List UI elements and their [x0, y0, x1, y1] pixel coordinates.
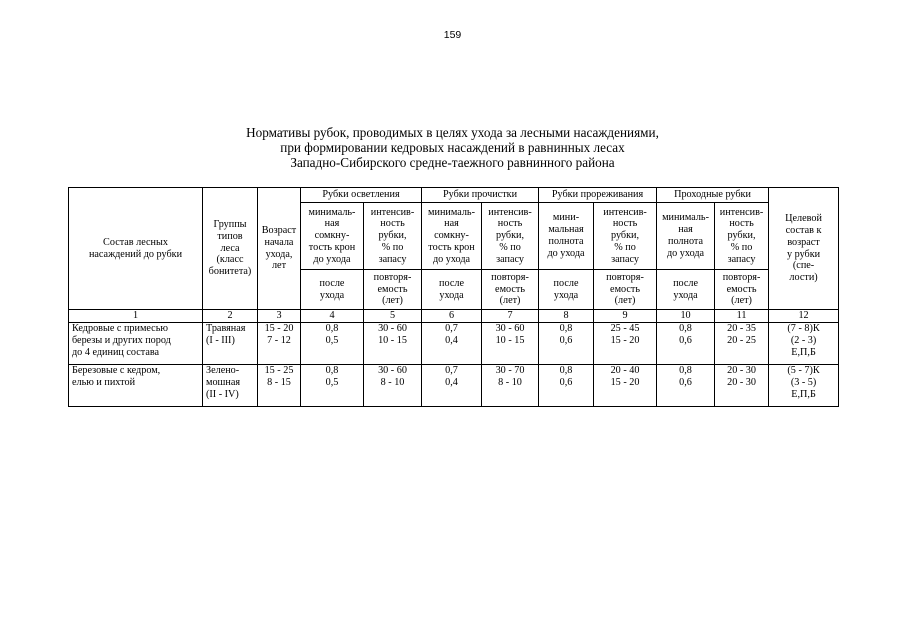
- cell-line: минималь-: [428, 206, 475, 218]
- column-number: 8: [539, 310, 594, 323]
- cell-line: березы и других пород: [72, 334, 171, 346]
- cell-line: до ухода: [432, 253, 471, 265]
- cell-composition: [69, 323, 203, 365]
- cell-line: интенсив-: [719, 206, 764, 218]
- cell-line: ухода,: [265, 248, 293, 260]
- cell-line: 15 - 20: [610, 376, 640, 388]
- cell-line: после: [439, 277, 464, 289]
- cell-line: Состав лесных: [103, 236, 168, 248]
- header-min-crown: [422, 203, 482, 270]
- column-number-row: [69, 310, 839, 323]
- header-after-care: [539, 270, 594, 310]
- cell-line: интенсив-: [488, 206, 532, 218]
- cell-line: бонитета): [208, 266, 252, 278]
- cell-line: ность: [729, 218, 754, 230]
- cell-line: (лет): [499, 295, 521, 307]
- cell-line: 8 - 10: [380, 376, 405, 388]
- cell-line: 0,8: [559, 323, 573, 334]
- cell-line: Е,П,Б: [791, 346, 816, 358]
- cell-line: 8 - 10: [498, 376, 522, 388]
- cell-line: 0,8: [679, 365, 692, 376]
- cell-line: 15 - 25: [264, 365, 294, 376]
- cell-target: [769, 365, 839, 407]
- cell-line: лет: [271, 260, 287, 272]
- cell-line: Кедровые с примесью: [72, 323, 168, 334]
- cell-value: [482, 365, 539, 407]
- cell-line: % по: [381, 241, 404, 253]
- cell-line: ухода: [319, 289, 345, 301]
- cell-line: 20 - 40: [610, 365, 640, 376]
- cell-line: Е,П,Б: [791, 388, 816, 400]
- cell-line: (5 - 7)К: [787, 365, 820, 376]
- cell-value: [301, 323, 364, 365]
- cell-line: % по: [730, 241, 753, 253]
- cell-line: (лет): [614, 295, 636, 307]
- cell-line: после: [553, 277, 579, 289]
- page-number: 159: [443, 29, 462, 41]
- header-intensity: [482, 203, 539, 270]
- cell-line: (3 - 5): [790, 376, 817, 388]
- cell-forest-type: [203, 323, 258, 365]
- cell-line: 25 - 45: [610, 323, 640, 334]
- cell-line: ность: [497, 218, 523, 230]
- cell-line: до ухода: [313, 253, 351, 265]
- cell-line: до 4 единиц состава: [72, 346, 160, 358]
- cell-line: ность: [380, 218, 405, 230]
- cell-line: ухода: [439, 289, 464, 301]
- column-number: 6: [422, 310, 482, 323]
- cell-line: Целевой: [785, 213, 822, 225]
- cell-line: емость: [377, 283, 408, 295]
- title-line: при формировании кедровых насаждений в равнинных лесах: [280, 140, 625, 155]
- header-min-density: [657, 203, 715, 270]
- header-group-prokhodnye: Проходные рубки: [657, 188, 769, 203]
- cell-line: ная: [444, 218, 459, 230]
- cell-line: рубки,: [495, 230, 525, 242]
- cell-line: леса: [220, 242, 240, 254]
- cell-line: интенсив-: [603, 206, 647, 218]
- header-after-care: [657, 270, 715, 310]
- cell-line: Березовые с кедром,: [72, 365, 161, 376]
- cell-line: до ухода: [547, 247, 585, 259]
- cell-line: 0,4: [445, 376, 458, 388]
- cell-value: [422, 365, 482, 407]
- header-intensity: [594, 203, 657, 270]
- cell-line: 0,4: [445, 334, 458, 346]
- cell-line: рубки,: [610, 230, 640, 242]
- header-min-crown: [301, 203, 364, 270]
- header-group-osvetlenie: Рубки осветления: [301, 188, 422, 203]
- cell-line: % по: [614, 241, 636, 253]
- table-row: [69, 365, 839, 407]
- header-intensity: [715, 203, 769, 270]
- cell-line: повторя-: [373, 271, 412, 283]
- cell-value: [539, 365, 594, 407]
- cell-line: полнота: [668, 236, 704, 247]
- cell-line: тость крон: [428, 241, 475, 253]
- column-number: 7: [482, 310, 539, 323]
- cell-line: мини-: [552, 212, 580, 224]
- cell-line: (II - IV): [206, 388, 239, 400]
- cell-line: (7 - 8)К: [787, 323, 820, 334]
- cell-line: (класс: [216, 254, 244, 266]
- title-line: Нормативы рубок, проводимых в целях ухода за лесными насаждениями,: [246, 125, 659, 140]
- cell-line: 20 - 35: [727, 323, 756, 334]
- cell-line: 0,6: [559, 334, 573, 346]
- cell-value: [657, 365, 715, 407]
- cell-line: интенсив-: [370, 206, 415, 218]
- header-forest-types: [203, 188, 258, 310]
- cell-line: повторя-: [606, 271, 644, 283]
- cell-line: рубки,: [378, 230, 407, 242]
- cell-line: Возраст: [261, 224, 297, 236]
- cell-line: емость: [495, 283, 525, 295]
- header-intensity: [364, 203, 422, 270]
- cell-line: (спе-: [792, 260, 815, 272]
- cell-line: ная: [678, 224, 693, 236]
- cell-line: 10 - 15: [495, 334, 525, 346]
- cell-line: запасу: [496, 253, 524, 265]
- cell-line: до ухода: [666, 247, 705, 259]
- cell-line: 30 - 60: [495, 323, 525, 334]
- cell-target: [769, 323, 839, 365]
- header-target-composition: [769, 188, 839, 310]
- column-number: 4: [301, 310, 364, 323]
- title-line: Западно-Сибирского средне-таежного равнинного района: [290, 155, 615, 170]
- cell-line: (лет): [731, 295, 752, 307]
- cell-line: запасу: [727, 253, 756, 265]
- cell-line: 7 - 12: [267, 334, 291, 346]
- column-number: 11: [715, 310, 769, 323]
- cell-line: 30 - 60: [378, 323, 407, 334]
- cell-line: состав к: [785, 224, 822, 236]
- cell-line: повторя-: [491, 271, 529, 283]
- header-repeat: [715, 270, 769, 310]
- cell-line: сомкну-: [434, 230, 469, 242]
- cell-value: [594, 323, 657, 365]
- cell-line: запасу: [378, 253, 407, 265]
- column-number: 5: [364, 310, 422, 323]
- cell-line: рубки,: [727, 230, 756, 242]
- cell-line: ная: [324, 218, 340, 230]
- cell-line: минималь-: [308, 206, 356, 218]
- cell-line: 0,8: [679, 323, 692, 334]
- cell-line: тость крон: [308, 241, 356, 253]
- cell-line: 0,5: [325, 334, 339, 346]
- cell-line: (2 - 3): [790, 334, 817, 346]
- cell-value: [364, 323, 422, 365]
- cell-age: [258, 365, 301, 407]
- column-number: 2: [203, 310, 258, 323]
- header-start-age: [258, 188, 301, 310]
- cell-line: % по: [499, 241, 521, 253]
- cell-line: начала: [264, 236, 294, 248]
- cell-line: 0,7: [445, 323, 458, 334]
- cell-line: (лет): [382, 295, 403, 307]
- column-number: 1: [69, 310, 203, 323]
- cell-line: насаждений до рубки: [88, 248, 183, 260]
- cell-line: 8 - 15: [267, 376, 291, 388]
- norms-table: [68, 187, 839, 407]
- cell-line: ухода: [553, 289, 579, 301]
- cell-line: Зелено-: [206, 365, 240, 376]
- cell-line: 0,7: [445, 365, 458, 376]
- cell-value: [594, 365, 657, 407]
- cell-line: мошная: [206, 376, 241, 388]
- cell-line: Группы: [213, 219, 247, 230]
- column-number: 9: [594, 310, 657, 323]
- cell-line: лости): [789, 272, 818, 284]
- cell-line: 0,8: [325, 323, 339, 334]
- cell-line: ухода: [673, 289, 698, 301]
- cell-line: 0,6: [679, 334, 692, 346]
- cell-line: минималь-: [662, 212, 709, 224]
- cell-line: 15 - 20: [610, 334, 640, 346]
- cell-line: 30 - 70: [495, 365, 525, 376]
- cell-line: емость: [610, 283, 640, 295]
- cell-line: после: [319, 277, 345, 289]
- cell-line: 10 - 15: [378, 334, 407, 346]
- cell-line: (I - III): [206, 334, 235, 346]
- cell-line: емость: [726, 283, 757, 295]
- cell-age: [258, 323, 301, 365]
- column-number: 10: [657, 310, 715, 323]
- header-min-density: [539, 203, 594, 270]
- header-after-care: [422, 270, 482, 310]
- cell-composition: [69, 365, 203, 407]
- cell-line: после: [673, 277, 698, 289]
- cell-line: 30 - 60: [378, 365, 407, 376]
- cell-line: возраст: [787, 236, 820, 248]
- cell-value: [364, 365, 422, 407]
- cell-line: Травяная: [206, 323, 246, 334]
- header-group-prorezhivaniya: Рубки прореживания: [539, 188, 657, 203]
- cell-line: 0,8: [325, 365, 339, 376]
- cell-value: [657, 323, 715, 365]
- header-repeat: [364, 270, 422, 310]
- document-title: [0, 125, 905, 170]
- cell-value: [422, 323, 482, 365]
- cell-line: елью и пихтой: [72, 376, 136, 388]
- cell-line: у рубки: [786, 248, 821, 260]
- column-number: 3: [258, 310, 301, 323]
- header-repeat: [594, 270, 657, 310]
- cell-line: 0,6: [559, 376, 573, 388]
- cell-line: 20 - 30: [727, 365, 756, 376]
- cell-line: запасу: [611, 253, 639, 265]
- column-number: 12: [769, 310, 839, 323]
- cell-line: мальная: [548, 224, 584, 236]
- cell-line: сомкну-: [314, 230, 350, 242]
- header-group-prochistki: Рубки прочистки: [422, 188, 539, 203]
- cell-line: 20 - 25: [727, 334, 756, 346]
- cell-value: [539, 323, 594, 365]
- header-after-care: [301, 270, 364, 310]
- cell-line: 15 - 20: [264, 323, 294, 334]
- header-composition: [69, 188, 203, 310]
- cell-line: повторя-: [722, 271, 761, 283]
- cell-line: 0,5: [325, 376, 339, 388]
- header-repeat: [482, 270, 539, 310]
- cell-line: типов: [217, 230, 243, 242]
- cell-value: [301, 365, 364, 407]
- cell-line: полнота: [548, 236, 584, 247]
- cell-value: [715, 365, 769, 407]
- cell-value: [482, 323, 539, 365]
- cell-line: 0,8: [559, 365, 573, 376]
- cell-line: 20 - 30: [727, 376, 756, 388]
- cell-line: 0,6: [679, 376, 692, 388]
- table-row: [69, 323, 839, 365]
- cell-value: [715, 323, 769, 365]
- cell-forest-type: [203, 365, 258, 407]
- cell-line: ность: [612, 218, 638, 230]
